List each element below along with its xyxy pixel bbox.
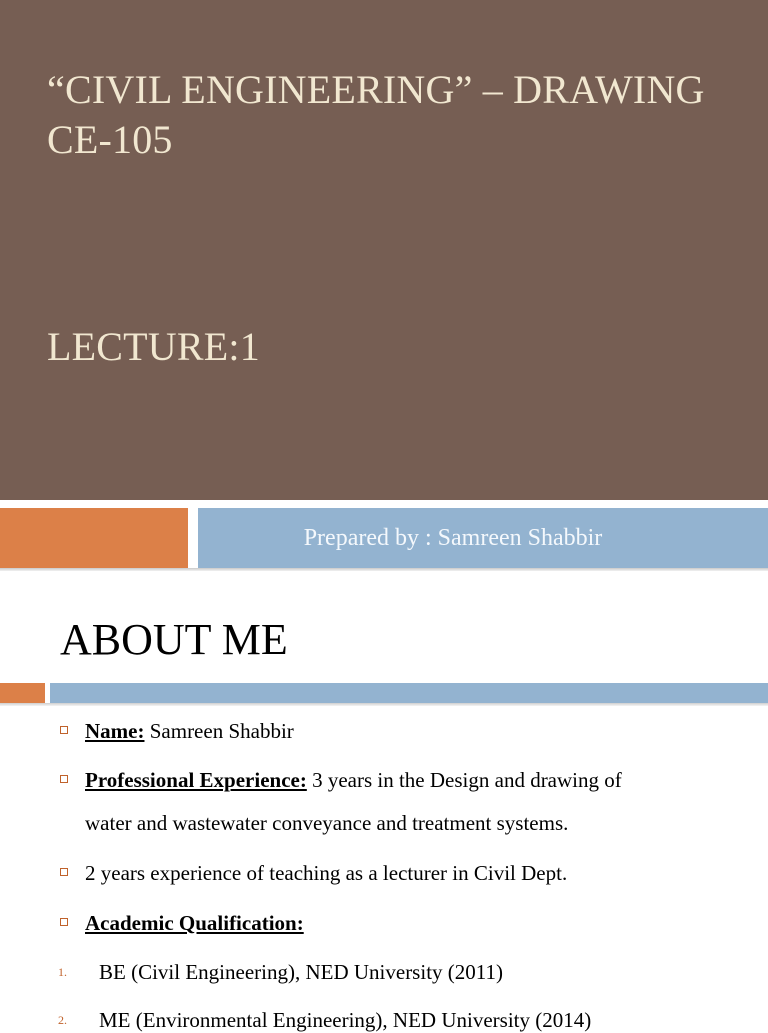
bullet-text: 3 years in the Design and drawing of <box>306 768 622 792</box>
square-bullet-icon <box>60 775 68 783</box>
title-underline-bar <box>50 683 768 703</box>
bullet-label: Name: <box>85 719 145 743</box>
square-bullet-icon <box>60 918 68 926</box>
lecture-number: LECTURE:1 <box>47 324 260 369</box>
prepared-by-text: Prepared by : Samreen Shabbir <box>303 525 603 551</box>
bullet-text: 2 years experience of teaching as a lecturer in Civil Dept. <box>85 861 568 885</box>
item-number: 1. <box>58 965 67 979</box>
bullet-label: Academic Qualification: <box>85 911 304 935</box>
item-number: 2. <box>58 1013 67 1027</box>
square-bullet-icon <box>60 726 68 734</box>
course-title-line-1: “CIVIL ENGINEERING” – DRAWING <box>47 67 705 112</box>
orange-accent-block <box>0 508 188 568</box>
square-bullet-icon <box>60 868 68 876</box>
course-code: CE-105 <box>47 117 173 162</box>
divider-shadow <box>0 568 768 571</box>
bullet-text: Samreen Shabbir <box>144 719 294 743</box>
item-text: ME (Environmental Engineering), NED University (2014) <box>99 1008 592 1032</box>
bullet-text: water and wastewater conveyance and treatment systems. <box>85 811 569 835</box>
about-me-slide <box>0 578 768 1032</box>
divider-shadow <box>0 703 768 706</box>
orange-accent-block <box>0 683 45 703</box>
slide-title: ABOUT ME <box>60 615 288 664</box>
title-panel <box>0 0 768 500</box>
bullet-label: Professional Experience: <box>85 768 307 792</box>
item-text: BE (Civil Engineering), NED University (2011) <box>99 960 503 984</box>
